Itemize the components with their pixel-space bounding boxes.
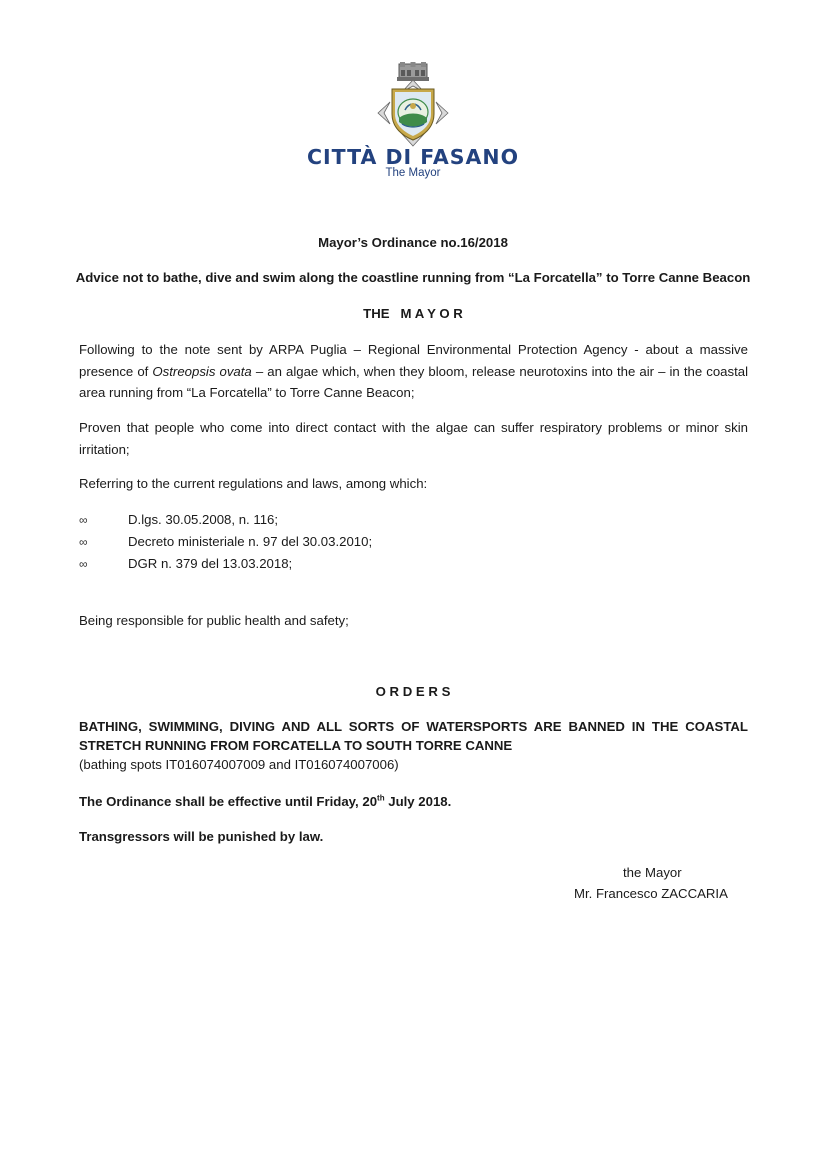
advice-heading: Advice not to bathe, dive and swim along the coastline running from “La Forcatella” to Torre Canne Beacon (75, 270, 751, 285)
effective-date (79, 794, 451, 809)
city-crest-icon (376, 62, 450, 148)
bullet-icon: ∞ (79, 535, 88, 549)
paragraph-text: Following to the note sent by ARPA Puglia – Regional Environmental Protection Agency - about a massive presence of (79, 342, 748, 379)
effective-text: The Ordinance shall be effective until Friday, 20 (79, 794, 378, 809)
bullet-icon: ∞ (79, 513, 88, 527)
ordinal-suffix: th (377, 793, 385, 803)
paragraph-regulations: Referring to the current regulations and laws, among which: (79, 476, 428, 491)
list-item: DGR n. 379 del 13.03.2018; (128, 556, 293, 571)
city-name: CITTÀ DI FASANO (306, 145, 520, 169)
list-item: Decreto ministeriale n. 97 del 30.03.2010; (128, 534, 373, 549)
signature-name: Mr. Francesco ZACCARIA (574, 886, 728, 901)
ordinance-title: Mayor’s Ordinance no.16/2018 (318, 235, 508, 250)
the-mayor-heading: THE M A Y O R (363, 306, 463, 321)
header-subtitle: The Mayor (385, 167, 441, 179)
penalty-statement: Transgressors will be punished by law. (79, 829, 324, 844)
paragraph-text: – an algae which, when they bloom, release neurotoxins into the air – in the coastal area running from “La Forcatella” to Torre Canne Beacon; (79, 363, 749, 400)
species-name: Ostreopsis ovata (152, 363, 252, 379)
paragraph-arpa-note (79, 339, 748, 404)
orders-heading: O R D E R S (375, 684, 451, 699)
paragraph-responsibility: Being responsible for public health and safety; (79, 613, 349, 628)
paragraph-health-risk: Proven that people who come into direct contact with the algae can suffer respiratory problems or minor skin irritation; (79, 420, 748, 457)
list-item: D.lgs. 30.05.2008, n. 116; (128, 512, 279, 527)
ban-statement: BATHING, SWIMMING, DIVING AND ALL SORTS OF WATERSPORTS ARE BANNED IN THE COASTAL STRETCH RUNNING FROM FORCATELLA TO SOUTH TORRE CANNE (79, 719, 748, 753)
effective-text: July 2018. (384, 794, 452, 809)
signature-role: the Mayor (623, 865, 682, 880)
bullet-icon: ∞ (79, 557, 88, 571)
bathing-spots: (bathing spots IT016074007009 and IT016074007006) (79, 757, 399, 772)
